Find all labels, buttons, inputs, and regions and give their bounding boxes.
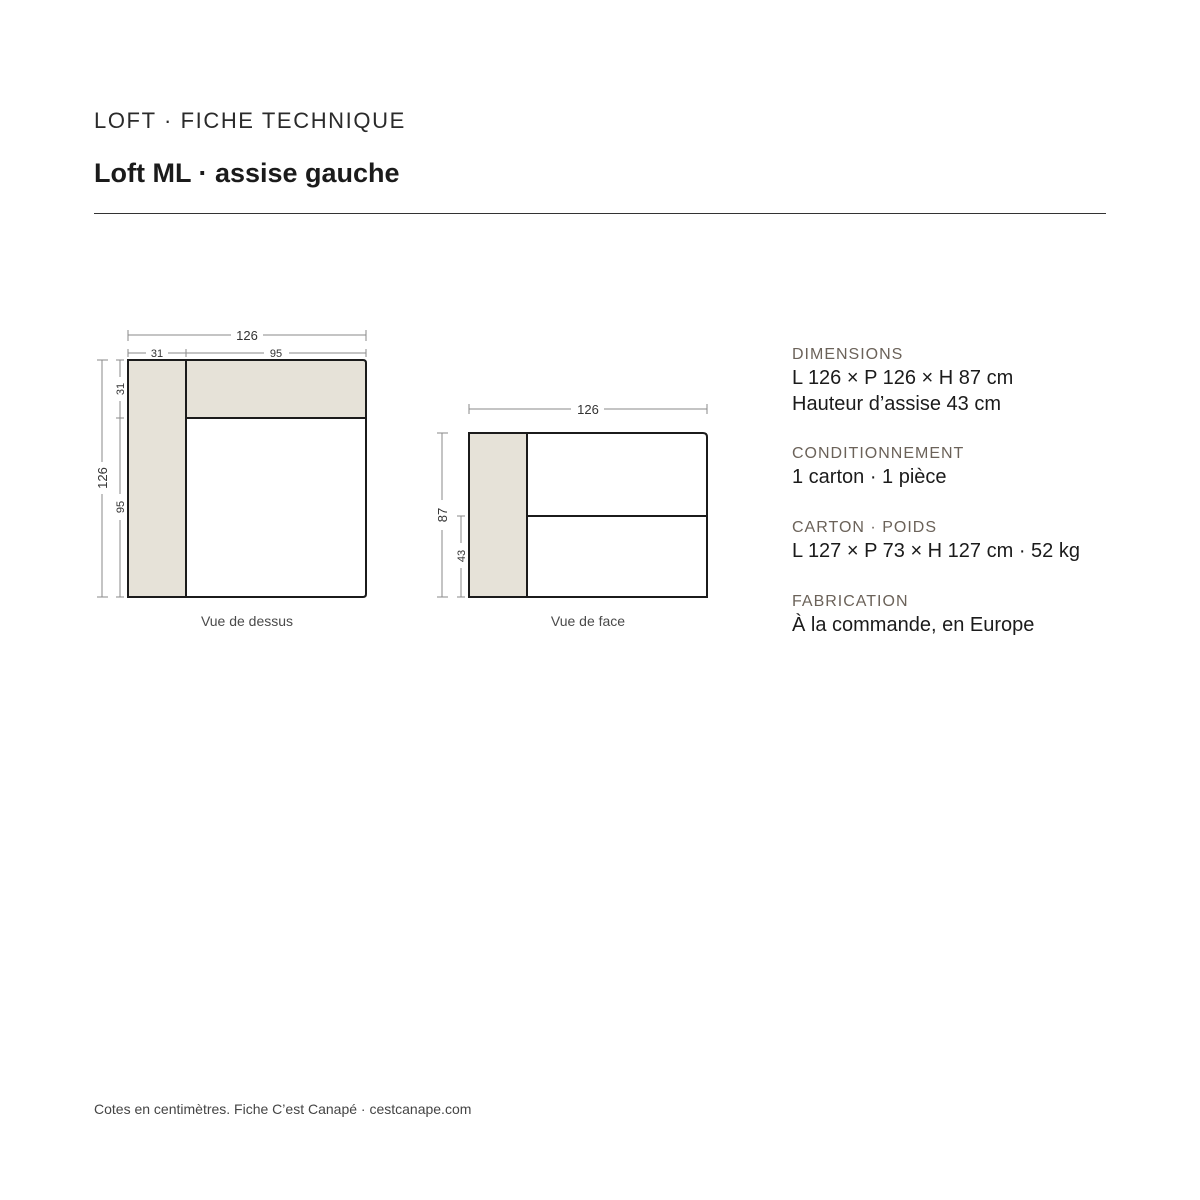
spec-label: CARTON · POIDS [792,519,937,536]
top-view-caption: Vue de dessus [200,613,294,629]
spec-value: À la commande, en Europe [792,614,1035,636]
spec-packaging [792,444,1172,490]
top-view-armrest [128,360,186,597]
top-view-back-depth: 31 [115,382,127,396]
top-view-seat-width: 95 [269,348,283,360]
spec-manufacturing [792,592,1172,638]
spec-label: FABRICATION [792,593,909,610]
top-view-depth-total: 126 [95,467,110,489]
front-view-height-total: 87 [435,507,450,523]
spec-value: L 126 × P 126 × H 87 cm [792,367,1014,389]
spec-label: CONDITIONNEMENT [792,445,965,462]
footer-note: Cotes en centimètres. Fiche C’est Canapé · cestcanape.com [94,1101,472,1117]
spec-carton-weight [792,518,1172,564]
top-view-backrest [186,360,366,418]
sheet-eyebrow: LOFT · FICHE TECHNIQUE [94,108,406,133]
top-view-width-total: 126 [236,328,258,343]
spec-dimensions [792,345,1172,417]
front-view-seat-height: 43 [456,549,468,563]
top-view-seat-depth: 95 [115,500,127,514]
front-view-armrest [469,433,527,597]
front-view-drawing [435,402,707,629]
spec-value: L 127 × P 73 × H 127 cm · 52 kg [792,540,1080,562]
top-view-drawing [95,328,366,629]
spec-value: 1 carton · 1 pièce [792,466,947,488]
front-view-width-total: 126 [577,402,599,417]
front-view-caption: Vue de face [550,613,626,629]
spec-label: DIMENSIONS [792,346,904,363]
product-title: Loft ML · assise gauche [94,158,400,188]
spec-value: Hauteur d’assise 43 cm [792,393,1001,415]
top-view-split-dimension [128,349,366,357]
top-view-arm-width: 31 [150,348,164,360]
